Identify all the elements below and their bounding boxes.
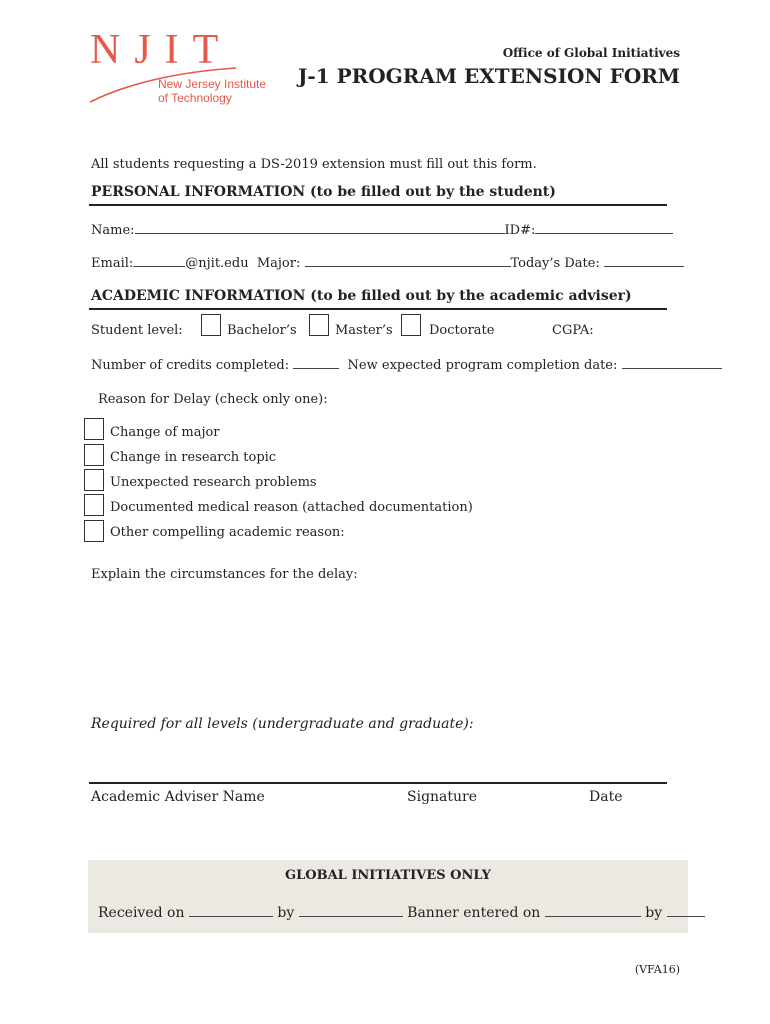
office-name: Office of Global Initiatives (502, 46, 680, 60)
office-use-row (98, 904, 705, 921)
logo-line1: New Jersey Institute (158, 77, 267, 91)
explain-area[interactable] (91, 590, 667, 700)
academic-rule (89, 308, 667, 310)
reason-checkbox-4[interactable] (84, 494, 104, 516)
form-code: (VFA16) (634, 963, 680, 976)
banner-field[interactable] (545, 904, 641, 917)
reason-checkbox-1[interactable] (84, 418, 104, 440)
masters-checkbox[interactable] (309, 314, 329, 336)
by-field-1[interactable] (299, 904, 403, 917)
name-label: Name: (91, 223, 135, 238)
masters-label: Master’s (335, 323, 393, 338)
major-label: Major: (256, 256, 301, 271)
reason-label-3: Unexpected research problems (110, 475, 317, 490)
reason-label: Reason for Delay (check only one): (98, 392, 328, 407)
reason-checkbox-5[interactable] (84, 520, 104, 542)
date-label: Today’s Date: (510, 256, 600, 271)
reason-label-5: Other compelling academic reason: (110, 525, 345, 540)
by-field-2[interactable] (667, 904, 705, 917)
reason-label-2: Change in research topic (110, 450, 277, 465)
cgpa-label: CGPA: (552, 323, 594, 338)
date-field[interactable] (604, 254, 684, 267)
personal-rule (89, 204, 667, 206)
bachelors-checkbox[interactable] (201, 314, 221, 336)
received-label: Received on (98, 905, 185, 921)
email-row (91, 254, 684, 271)
reason-checkbox-3[interactable] (84, 469, 104, 491)
adviser-name-label: Academic Adviser Name (91, 789, 265, 805)
received-field[interactable] (189, 904, 273, 917)
completion-label: New expected program completion date: (347, 358, 618, 373)
reason-checkbox-2[interactable] (84, 444, 104, 466)
credits-label: Number of credits completed: (91, 358, 290, 373)
id-field[interactable] (535, 221, 673, 234)
credits-row (91, 356, 722, 373)
completion-field[interactable] (622, 356, 722, 369)
logo-line2: of Technology (158, 91, 232, 105)
explain-label: Explain the circumstances for the delay: (91, 567, 358, 582)
form-title: J-1 PROGRAM EXTENSION FORM (297, 64, 680, 88)
reason-label-4: Documented medical reason (attached documentation) (110, 500, 473, 515)
academic-heading: ACADEMIC INFORMATION (to be filled out by the academic adviser) (91, 288, 632, 304)
by-label-1: by (277, 905, 295, 921)
bachelors-label: Bachelor’s (227, 323, 297, 338)
by-label-2: by (645, 905, 663, 921)
doctorate-label: Doctorate (429, 323, 495, 338)
credits-field[interactable] (293, 356, 339, 369)
required-note: Required for all levels (undergraduate and graduate): (91, 716, 474, 732)
intro-text: All students requesting a DS-2019 extension must fill out this form. (91, 157, 537, 172)
office-use-heading: GLOBAL INITIATIVES ONLY (285, 868, 491, 883)
personal-heading: PERSONAL INFORMATION (to be filled out by the student) (91, 184, 556, 200)
signature-label: Signature (407, 789, 478, 805)
date-sign-label: Date (589, 789, 623, 805)
level-label: Student level: (91, 323, 183, 338)
email-domain: @njit.edu (185, 256, 249, 271)
signature-line (89, 782, 667, 784)
major-field[interactable] (305, 254, 511, 267)
njit-logo (86, 28, 276, 108)
banner-label: Banner entered on (407, 905, 541, 921)
name-field[interactable] (135, 221, 505, 234)
doctorate-checkbox[interactable] (401, 314, 421, 336)
name-row (91, 221, 673, 238)
reason-label-1: Change of major (110, 425, 220, 440)
id-label: ID#: (504, 223, 536, 238)
logo-letters: NJIT (90, 27, 233, 73)
email-field[interactable] (133, 254, 185, 267)
email-label: Email: (91, 256, 134, 271)
